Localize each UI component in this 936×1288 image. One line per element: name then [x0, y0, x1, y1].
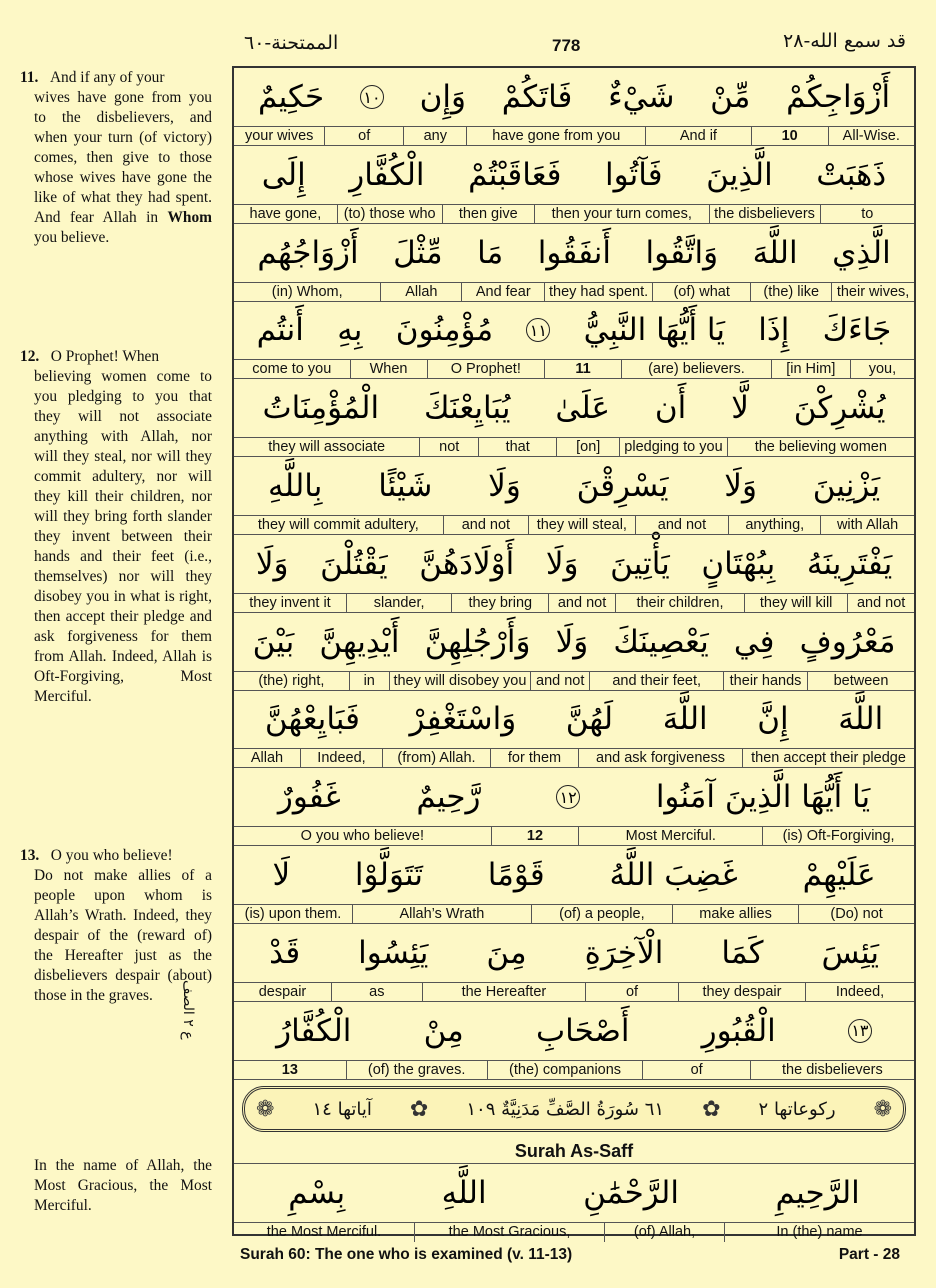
verse-row: [234, 1002, 914, 1080]
surah-banner: [234, 1080, 914, 1138]
arabic-word: وَلَا: [255, 545, 289, 582]
word-meaning-cell: in: [349, 672, 389, 691]
ornament-icon: ❁: [873, 1096, 892, 1121]
word-meaning-cell: the Most Gracious,: [414, 1223, 604, 1242]
arabic-line: [234, 1164, 914, 1222]
arabic-line: [234, 301, 914, 359]
word-meaning-cell: (in) Whom,: [271, 283, 343, 300]
word-meaning-cell: for them: [490, 749, 578, 768]
arabic-word: كَمَا: [721, 934, 764, 971]
arabic-word: وَلَا: [555, 623, 589, 660]
arabic-word: يَفْتَرِينَهُ: [806, 545, 893, 582]
word-meaning-cell: Indeed,: [805, 983, 914, 1002]
word-meaning-cell: they will kill: [744, 594, 847, 613]
word-meaning-cell: Allah’s Wrath: [352, 905, 531, 924]
arabic-word: بِاللَّهِ: [267, 468, 323, 504]
arabic-word: أَوْلَادَهُنَّ: [419, 545, 515, 582]
arabic-word: أَزْوَاجِكُمْ: [786, 79, 891, 115]
word-meaning-cell: When: [350, 360, 427, 379]
arabic-word: مِنْ: [423, 1012, 464, 1049]
arabic-word: غَفُورٌ: [277, 779, 341, 816]
word-meaning-cell: the disbelievers: [709, 205, 820, 224]
arabic-word: مَعْرُوفٍ: [799, 623, 896, 660]
word-meaning-cell: you,: [850, 360, 914, 379]
word-meaning-cell: (is) Oft-Forgiving,: [762, 827, 914, 846]
arabic-word: الْكُفَّارِ: [349, 156, 425, 193]
word-meaning-cell: their wives,: [831, 283, 914, 302]
arabic-line: [234, 690, 914, 748]
arabic-word: اللَّهَ: [662, 701, 708, 738]
arabic-line: [234, 924, 914, 982]
verse-row: [234, 224, 914, 302]
arabic-word: أَزْوَاجُهُم: [257, 234, 359, 271]
arabic-word: وَلَا: [488, 468, 521, 504]
word-meaning-cell: [in Him]: [771, 360, 850, 379]
word-meaning-cell: and not: [635, 516, 729, 535]
word-meaning-cell: they despair: [678, 983, 805, 1002]
arabic-word: الْآخِرَةِ: [584, 934, 664, 971]
ornament-icon: ❁: [256, 1096, 275, 1121]
word-meaning-cell: Indeed,: [300, 749, 382, 768]
word-meaning-cell: they invent it: [249, 594, 331, 611]
arabic-word: فِي: [733, 623, 775, 660]
arabic-word: فَاتَكُمْ: [501, 79, 573, 115]
word-meaning-cell: they will steal,: [528, 516, 634, 535]
english-line: [234, 282, 914, 302]
arabic-word: الَّذِي: [832, 234, 891, 271]
word-meaning-cell: pledging to you: [619, 438, 726, 457]
verse-row: [234, 68, 914, 146]
word-meaning-cell: (the) right,: [258, 672, 325, 689]
ayah-end-marker: ١٠: [360, 85, 384, 109]
word-meaning-cell: not: [419, 438, 478, 457]
word-meaning-cell: (of) Allah,: [604, 1223, 724, 1242]
page-footer: [240, 1246, 900, 1270]
word-meaning-cell: (to) those who: [337, 205, 442, 224]
word-meaning-cell: and ask forgiveness: [578, 749, 742, 768]
word-meaning-cell: and not: [530, 672, 589, 691]
arabic-word: الْمُؤْمِنَاتُ: [262, 390, 380, 427]
arabic-word: وَاتَّقُوا: [645, 234, 719, 271]
ayah-end-marker: ١٢: [556, 785, 580, 809]
arabic-word: عَلَيْهِمْ: [802, 857, 876, 893]
word-meaning-cell: (the) like: [750, 283, 831, 302]
arabic-word: شَيْئًا: [378, 468, 433, 504]
banner-ruku-count: ركوعاتها ٢: [758, 1098, 836, 1120]
ayah-number-cell: 11: [544, 360, 621, 379]
arabic-word: أَنفَقُوا: [537, 234, 611, 271]
word-meaning-cell: despair: [258, 983, 307, 1000]
word-meaning-cell: Allah: [380, 283, 461, 302]
english-line: [234, 982, 914, 1002]
arabic-word: أَصْحَابِ: [535, 1012, 630, 1049]
arabic-line: [234, 768, 914, 826]
word-meaning-cell: any: [403, 127, 466, 146]
word-meaning-cell: (the) companions: [487, 1061, 643, 1080]
arabic-word: وَأَرْجُلِهِنَّ: [424, 623, 531, 660]
arabic-word: فَآتُوا: [605, 156, 663, 193]
word-meaning-cell: have gone from you: [466, 127, 645, 146]
word-meaning-cell: your wives: [244, 128, 314, 144]
arabic-word: يُشْرِكْنَ: [793, 390, 886, 427]
word-meaning-cell: All-Wise.: [828, 127, 914, 146]
footer-surah-label: Surah 60: The one who is examined (v. 11-13): [240, 1246, 573, 1263]
arabic-word: اللَّهَ: [752, 234, 798, 271]
arabic-line: [234, 535, 914, 593]
page-number: 778: [552, 36, 581, 55]
bismillah-translation: In the name of Allah, the Most Gracious, the Most Merciful.: [34, 1157, 212, 1214]
word-meaning-cell: (of) what: [652, 283, 750, 302]
arabic-line: [234, 224, 914, 282]
word-meaning-cell: then your turn comes,: [534, 205, 709, 224]
word-meaning-cell: (of) the graves.: [346, 1061, 487, 1080]
verse-12-translation: 12. O Prophet! When believing women come to you pledging to you that they will not associate anything with Allah, nor will they steal, nor will they commit adultery, nor will they kill their children, nor will they bring forth slander they invent between their hands and their feet (i.e., themselves) nor will they disobey you in what is right, then accept their pledge and ask forgiveness for them from Allah. Indeed, Allah is Oft-Forgiving, Most Merciful.: [20, 348, 212, 705]
arabic-line: [234, 68, 914, 126]
arabic-word: لَهُنَّ: [565, 701, 614, 738]
arabic-word: الَّذِينَ: [706, 156, 773, 193]
word-meaning-cell: In (the) name: [724, 1223, 914, 1242]
verse-row: [234, 535, 914, 613]
bismillah-row: [234, 1164, 914, 1242]
arabic-word: بِسْمِ: [288, 1175, 346, 1211]
arabic-word: غَضِبَ اللَّهُ: [609, 857, 738, 893]
verse-row: [234, 301, 914, 379]
arabic-word: مُؤْمِنُونَ: [395, 312, 494, 349]
word-meaning-cell: to: [820, 205, 915, 224]
arabic-word: مِّثْلَ: [393, 234, 443, 271]
ayah-end-marker: ١٣: [848, 1019, 872, 1043]
arabic-word: فَبَايِعْهُنَّ: [264, 701, 360, 738]
arabic-word: إِلَى: [261, 156, 306, 193]
word-meaning-cell: they will commit adultery,: [257, 517, 419, 533]
arabic-word: قَوْمًا: [487, 857, 545, 893]
arabic-word: حَكِيمٌ: [257, 79, 325, 115]
word-meaning-cell: (is) upon them.: [244, 906, 342, 922]
english-line: [234, 1222, 914, 1242]
word-meaning-cell: And if: [645, 127, 751, 146]
arabic-word: أَن: [654, 390, 687, 427]
footer-part-label: Part - 28: [838, 1246, 900, 1263]
banner-ayat-count: آياتها ١٤: [312, 1098, 372, 1120]
arabic-line: [234, 146, 914, 204]
word-meaning-cell: O Prophet!: [427, 360, 545, 379]
word-meaning-cell: And fear: [461, 283, 544, 302]
arabic-word: يَا أَيُّهَا النَّبِيُّ: [583, 312, 726, 349]
arabic-word: الرَّحِيمِ: [775, 1175, 860, 1211]
word-meaning-cell: that: [478, 438, 556, 457]
header-surah-name: الممتحنة-٦٠: [244, 32, 339, 54]
arabic-word: بِبُهْتَانٍ: [701, 545, 776, 582]
page-header: [232, 28, 916, 58]
arabic-word: تَتَوَلَّوْا: [354, 857, 423, 893]
word-meaning-cell: then give: [442, 205, 534, 224]
arabic-word: أَنتُم: [256, 312, 304, 349]
english-line: [234, 126, 914, 146]
arabic-word: مِنَ: [486, 934, 527, 971]
verse-11-translation: 11. And if any of your wives have gone from you to the disbelievers, and when your turn (of victory) comes, then give to those whose wives have gone the like of what they had spent. And fear Allah in Whom you believe.: [20, 69, 212, 246]
word-meaning-cell: [on]: [556, 438, 619, 457]
surah-title: Surah As-Saff: [234, 1138, 914, 1164]
arabic-word: مَا: [477, 234, 504, 271]
word-meaning-cell: the disbelievers: [750, 1061, 914, 1080]
english-line: [234, 437, 914, 457]
verse-row: [234, 690, 914, 768]
arabic-word: ذَهَبَتْ: [816, 156, 887, 193]
arabic-word: اللَّهَ: [838, 701, 884, 738]
word-meaning-cell: and their feet,: [589, 672, 723, 691]
verse-row: [234, 379, 914, 457]
word-meaning-cell: (are) believers.: [621, 360, 771, 379]
word-meaning-cell: and not: [548, 594, 615, 613]
arabic-line: [234, 613, 914, 671]
verse-row: [234, 924, 914, 1002]
english-line: [234, 204, 914, 224]
word-meaning-cell: and not: [847, 594, 914, 613]
word-meaning-cell: they had spent.: [544, 283, 652, 302]
word-by-word-grid: [232, 66, 916, 1240]
word-meaning-cell: (from) Allah.: [382, 749, 490, 768]
english-line: [234, 904, 914, 924]
arabic-word: لَا: [272, 857, 291, 893]
arabic-word: الرَّحْمَٰنِ: [583, 1175, 679, 1211]
arabic-word: يُبَايِعْنَكَ: [423, 390, 511, 427]
arabic-line: [234, 1002, 914, 1060]
arabic-word: يَا أَيُّهَا الَّذِينَ آمَنُوا: [655, 779, 871, 816]
arabic-word: وَإِن: [419, 79, 466, 115]
verse-row: [234, 457, 914, 535]
arabic-word: اللَّهِ: [441, 1175, 487, 1211]
arabic-word: شَيْءٌ: [608, 79, 675, 115]
arabic-word: الْقُبُورِ: [701, 1012, 776, 1049]
ayah-number-cell: 12: [491, 827, 579, 846]
word-meaning-cell: as: [331, 983, 422, 1002]
word-meaning-cell: make allies: [672, 905, 798, 924]
english-line: [234, 671, 914, 691]
word-meaning-cell: between: [807, 672, 914, 691]
arabic-word: قَدْ: [269, 934, 301, 971]
arabic-word: إِذَا: [758, 312, 790, 349]
arabic-word: وَاسْتَغْفِرْ: [409, 701, 517, 738]
arabic-word: يَسْرِقْنَ: [576, 468, 669, 504]
word-meaning-cell: the believing women: [727, 438, 914, 457]
word-meaning-cell: they will disobey you: [389, 672, 530, 691]
ayah-number-cell: 13: [281, 1061, 298, 1078]
english-line: [234, 593, 914, 613]
word-meaning-cell: have gone,: [249, 205, 322, 222]
arabic-word: يَأْتِينَ: [610, 545, 670, 582]
arabic-line: [234, 379, 914, 437]
word-meaning-cell: anything,: [728, 516, 820, 535]
arabic-word: بِهِ: [337, 312, 363, 349]
word-meaning-cell: Allah: [250, 750, 284, 767]
ruku-marker: ع ٢ الصف: [180, 980, 196, 1040]
verse-13-translation: 13. O you who believe! Do not make allies of a people upon whom is Allah’s Wrath. Indeed, they despair of the (reward of) the Hereafter just as the disbelievers despair (about) those in the graves.: [20, 847, 212, 1004]
verse-row: [234, 613, 914, 691]
word-meaning-cell: the Most Merciful.: [266, 1224, 382, 1240]
arabic-word: إِنَّ: [757, 701, 789, 738]
word-meaning-cell: and not: [443, 516, 529, 535]
arabic-word: جَاءَكَ: [822, 312, 892, 349]
word-meaning-cell: (Do) not: [798, 905, 914, 924]
english-line: [234, 515, 914, 535]
word-meaning-cell: come to you: [252, 361, 332, 378]
word-meaning-cell: of: [324, 127, 403, 146]
banner-surah-info: ٦١ سُورَةُ الصَّفِّ مَدَنِيَّةٌ ١٠٩: [466, 1098, 665, 1120]
arabic-word: الْكُفَّارُ: [276, 1012, 352, 1049]
arabic-word: أَيْدِيهِنَّ: [319, 623, 400, 660]
word-meaning-cell: slander,: [346, 594, 451, 613]
english-line: [234, 826, 914, 846]
word-meaning-cell: Most Merciful.: [578, 827, 762, 846]
english-line: [234, 359, 914, 379]
verse-row: [234, 146, 914, 224]
word-meaning-cell: then accept their pledge: [742, 749, 914, 768]
word-meaning-cell: O you who believe!: [300, 828, 424, 845]
ornament-icon: ✿: [702, 1096, 721, 1121]
arabic-word: فَعَاقَبْتُمْ: [468, 156, 562, 193]
word-meaning-cell: they bring: [451, 594, 548, 613]
word-meaning-cell: the Hereafter: [422, 983, 585, 1002]
verse-row: [234, 846, 914, 924]
word-meaning-cell: they will associate: [268, 439, 386, 456]
english-line: [234, 748, 914, 768]
arabic-word: يَقْتُلْنَ: [320, 545, 388, 582]
verse-row: [234, 768, 914, 846]
ayah-end-marker: ١١: [526, 318, 550, 342]
arabic-word: يَئِسُوا: [358, 934, 429, 971]
ornament-icon: ✿: [409, 1096, 429, 1121]
arabic-word: مِّنْ: [710, 79, 751, 115]
arabic-line: [234, 846, 914, 904]
arabic-word: بَيْنَ: [252, 623, 295, 660]
word-meaning-cell: (of) a people,: [531, 905, 672, 924]
arabic-line: [234, 457, 914, 515]
english-line: [234, 1060, 914, 1080]
arabic-word: وَلَا: [724, 468, 757, 504]
arabic-word: يَعْصِينَكَ: [613, 623, 709, 660]
word-meaning-cell: their children,: [615, 594, 744, 613]
word-meaning-cell: with Allah: [820, 516, 914, 535]
word-meaning-cell: of: [585, 983, 678, 1002]
arabic-word: عَلَىٰ: [555, 390, 610, 427]
arabic-word: يَزْنِينَ: [812, 468, 881, 504]
arabic-word: لَّا: [731, 390, 749, 427]
arabic-word: رَّحِيمٌ: [416, 779, 481, 816]
arabic-word: وَلَا: [545, 545, 579, 582]
ayah-number-cell: 10: [751, 127, 828, 146]
arabic-word: يَئِسَ: [821, 934, 880, 971]
word-meaning-cell: of: [642, 1061, 749, 1080]
header-juz-name: قد سمع الله-٢٨: [783, 30, 906, 52]
word-meaning-cell: their hands: [723, 672, 807, 691]
